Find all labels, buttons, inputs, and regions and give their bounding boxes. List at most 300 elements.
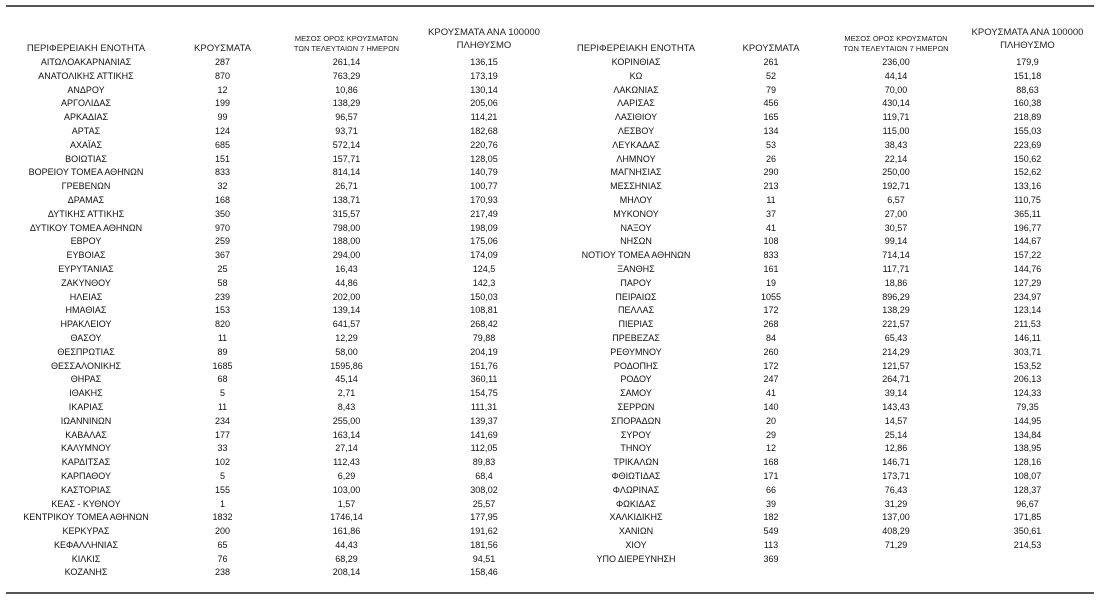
cell-per-100k: 308,02 — [470, 484, 498, 495]
cell-avg-7days: 99,14 — [884, 236, 908, 247]
cell-avg-7days: 163,14 — [332, 429, 361, 440]
table-row — [561, 153, 1094, 167]
table-row — [561, 304, 1094, 318]
cell-region: ΜΕΣΣΗΝΙΑΣ — [610, 181, 662, 192]
cell-avg-7days: 18,86 — [884, 277, 908, 288]
right-table — [561, 4, 1094, 566]
cell-cases: 261 — [763, 57, 779, 67]
cell-region: ΝΗΣΩΝ — [620, 236, 652, 247]
cell-cases: 33 — [217, 443, 228, 454]
cell-avg-7days: 31,29 — [884, 498, 908, 509]
header-avg-line1: ΜΕΣΟΣ ΟΡΟΣ ΚΡΟΥΣΜΑΤΩΝ — [844, 34, 948, 43]
cell-avg-7days: 173,71 — [882, 470, 910, 481]
cell-region: ΚΑΛΥΜΝΟΥ — [60, 443, 112, 454]
cell-cases: 41 — [765, 222, 776, 233]
cell-avg-7days: 121,57 — [882, 360, 910, 371]
cell-avg-7days: 430,14 — [882, 98, 910, 109]
cell-per-100k: 350,61 — [1013, 526, 1042, 537]
cell-avg-7days: 27,14 — [335, 443, 358, 454]
cell-per-100k: 134,84 — [1013, 429, 1042, 440]
cell-per-100k: 138,95 — [1013, 443, 1042, 454]
table-row — [561, 277, 1094, 291]
cell-per-100k: 268,42 — [470, 319, 498, 330]
cell-per-100k: 175,06 — [470, 236, 498, 247]
cell-region: ΙΘΑΚΗΣ — [69, 388, 103, 399]
cell-per-100k: 211,53 — [1014, 319, 1041, 330]
cell-avg-7days: 6,29 — [337, 470, 356, 481]
cell-avg-7days: 68,29 — [335, 553, 358, 564]
table-row — [6, 442, 554, 456]
cell-region: ΦΘΙΩΤΙΔΑΣ — [611, 470, 661, 481]
cell-region: ΚΕΦΑΛΛΗΝΙΑΣ — [53, 539, 119, 550]
cell-cases: 549 — [763, 526, 779, 537]
cell-cases: 66 — [765, 484, 776, 495]
table-row — [6, 304, 554, 318]
cell-region: ΣΑΜΟΥ — [620, 388, 652, 399]
cell-avg-7days: 221,57 — [882, 319, 910, 330]
table-row — [6, 429, 554, 443]
cell-per-100k: 191,62 — [470, 526, 498, 537]
cell-avg-7days: 96,57 — [335, 112, 358, 123]
cell-cases: 79 — [765, 84, 776, 95]
cell-region: ΘΑΣΟΥ — [70, 332, 102, 343]
cell-avg-7days: 1746,14 — [330, 512, 363, 523]
table-row — [561, 415, 1094, 429]
table-row — [6, 456, 554, 470]
cell-avg-7days: 115,00 — [882, 125, 910, 136]
cell-avg-7days: 12,86 — [884, 443, 908, 454]
cell-cases: 124 — [214, 125, 231, 136]
cell-cases: 168 — [214, 194, 231, 205]
cell-region: ΝΑΞΟΥ — [620, 222, 652, 233]
cell-cases: 12 — [217, 84, 228, 95]
table-row — [561, 166, 1094, 180]
table-row — [561, 498, 1094, 512]
table-row — [561, 511, 1094, 525]
cell-per-100k: 124,5 — [472, 263, 496, 274]
cell-per-100k: 220,76 — [470, 139, 498, 150]
cell-region: ΣΕΡΡΩΝ — [617, 401, 655, 412]
table-row — [6, 153, 554, 167]
table-row — [561, 70, 1094, 84]
cell-region: ΧΑΝΙΩΝ — [618, 526, 654, 537]
cell-cases: 260 — [763, 346, 779, 357]
cell-per-100k: 139,37 — [470, 415, 498, 426]
cell-region: ΞΑΝΘΗΣ — [617, 263, 655, 274]
table-row — [6, 318, 554, 332]
header-avg-7days — [279, 34, 414, 54]
cell-avg-7days: 6,57 — [887, 194, 905, 205]
header-per-line2: ΠΛΗΘΥΣΜΟ — [456, 40, 512, 51]
table-row — [6, 539, 554, 553]
cell-avg-7days: 315,57 — [332, 208, 361, 219]
cell-avg-7days: 208,14 — [332, 567, 361, 578]
header-avg-line2: ΤΩΝ ΤΕΛΕΥΤΑΙΩΝ 7 ΗΜΕΡΩΝ — [843, 44, 949, 53]
cell-region: ΛΑΚΩΝΙΑΣ — [613, 84, 659, 95]
cell-avg-7days: 93,71 — [335, 125, 358, 136]
cell-per-100k: 179,9 — [1016, 57, 1039, 67]
cell-region: ΡΟΔΟΥ — [620, 374, 652, 385]
cell-cases: 172 — [763, 305, 779, 316]
table-row — [6, 125, 554, 139]
table-row — [561, 470, 1094, 484]
cell-avg-7days: 138,71 — [332, 194, 361, 205]
cell-region: ΔΥΤΙΚΗΣ ΑΤΤΙΚΗΣ — [47, 208, 125, 219]
cell-per-100k: 128,16 — [1013, 457, 1042, 468]
cell-per-100k: 154,75 — [470, 388, 498, 399]
table-row — [561, 263, 1094, 277]
header-per-100k — [961, 26, 1094, 52]
cell-cases: 29 — [765, 429, 776, 440]
cell-per-100k: 108,07 — [1013, 470, 1042, 481]
cell-region: ΕΒΡΟΥ — [70, 236, 102, 247]
cell-region: ΚΕΝΤΡΙΚΟΥ ΤΟΜΕΑ ΑΘΗΝΩΝ — [23, 512, 149, 523]
cell-region: ΑΧΑΪΑΣ — [69, 139, 103, 150]
table-row — [561, 456, 1094, 470]
cell-region: ΤΡΙΚΑΛΩΝ — [613, 457, 659, 468]
cell-region: ΛΕΥΚΑΔΑΣ — [612, 139, 660, 150]
cell-per-100k: 303,71 — [1013, 346, 1042, 357]
cell-per-100k: 173,19 — [470, 70, 498, 81]
cell-cases: 52 — [765, 70, 776, 81]
cell-cases: 287 — [214, 57, 231, 67]
cell-cases: 84 — [765, 332, 776, 343]
table-row — [561, 484, 1094, 498]
cell-avg-7days: 138,29 — [882, 305, 910, 316]
cell-per-100k: 144,67 — [1013, 236, 1042, 247]
cell-cases: 19 — [765, 277, 776, 288]
cell-region: ΡΕΘΥΜΝΟΥ — [610, 346, 662, 357]
cell-per-100k: 217,49 — [470, 208, 498, 219]
cell-per-100k: 171,85 — [1013, 512, 1042, 523]
cell-cases: 234 — [214, 415, 231, 426]
cell-region: ΚΟΡΙΝΘΙΑΣ — [611, 57, 661, 67]
cell-per-100k: 140,79 — [470, 167, 498, 178]
cell-per-100k: 174,09 — [470, 250, 498, 261]
right-table-body — [561, 56, 1094, 566]
table-row — [561, 180, 1094, 194]
table-row — [6, 194, 554, 208]
cell-avg-7days: 30,57 — [884, 222, 908, 233]
cell-per-100k: 100,77 — [470, 181, 498, 192]
cell-per-100k: 158,46 — [470, 567, 498, 578]
table-row — [6, 70, 554, 84]
cell-per-100k: 144,95 — [1013, 415, 1042, 426]
table-row — [6, 373, 554, 387]
table-row — [6, 387, 554, 401]
cell-cases: 113 — [763, 539, 779, 550]
table-row — [561, 139, 1094, 153]
cell-region: ΘΕΣΠΡΩΤΙΑΣ — [57, 346, 115, 357]
cell-per-100k: 89,83 — [472, 457, 496, 468]
cell-region: ΚΑΒΑΛΑΣ — [65, 429, 107, 440]
cell-per-100k: 128,37 — [1013, 484, 1042, 495]
cell-cases: 1685 — [212, 360, 233, 371]
cell-cases: 268 — [763, 319, 779, 330]
cell-avg-7days: 2,71 — [337, 388, 356, 399]
cell-cases: 39 — [765, 498, 776, 509]
cell-region: ΠΑΡΟΥ — [620, 277, 652, 288]
cell-cases: 685 — [214, 139, 231, 150]
table-row — [561, 401, 1094, 415]
cell-per-100k: 182,68 — [470, 125, 498, 136]
cell-avg-7days: 192,71 — [882, 181, 910, 192]
cell-region: ΠΕΙΡΑΙΩΣ — [615, 291, 657, 302]
cell-cases: 350 — [214, 208, 231, 219]
cell-avg-7days: 38,43 — [884, 139, 908, 150]
cell-per-100k: 152,62 — [1013, 167, 1042, 178]
cell-region: ΚΩ — [629, 70, 643, 81]
cases-table — [6, 4, 1094, 594]
table-row — [561, 525, 1094, 539]
cell-cases: 259 — [214, 236, 231, 247]
cell-avg-7days: 814,14 — [332, 167, 361, 178]
cell-avg-7days: 261,14 — [332, 57, 361, 67]
cell-avg-7days: 161,86 — [332, 526, 361, 537]
cell-region: ΚΙΛΚΙΣ — [71, 553, 101, 564]
table-row — [561, 291, 1094, 305]
cell-cases: 58 — [217, 277, 228, 288]
cell-avg-7days: 25,14 — [884, 429, 908, 440]
cell-avg-7days: 12,29 — [335, 332, 358, 343]
cell-region: ΑΙΤΩΛΟΑΚΑΡΝΑΝΙΑΣ — [40, 57, 132, 67]
table-row — [561, 208, 1094, 222]
cell-avg-7days: 264,71 — [882, 374, 910, 385]
cell-cases: 89 — [217, 346, 228, 357]
cell-avg-7days: 16,43 — [335, 263, 358, 274]
table-row — [561, 249, 1094, 263]
cell-cases: 870 — [214, 70, 231, 81]
cell-region: ΑΝΑΤΟΛΙΚΗΣ ΑΤΤΙΚΗΣ — [38, 70, 134, 81]
table-row — [6, 332, 554, 346]
cell-region: ΚΑΡΔΙΤΣΑΣ — [61, 457, 111, 468]
cell-per-100k: 157,22 — [1013, 250, 1042, 261]
table-row — [6, 360, 554, 374]
table-row — [561, 235, 1094, 249]
cell-per-100k: 68,4 — [475, 470, 493, 481]
cell-avg-7days: 202,00 — [332, 291, 361, 302]
cell-region: ΑΡΤΑΣ — [71, 125, 101, 136]
header-cases: ΚΡΟΥΣΜΑΤΑ — [194, 43, 251, 54]
cell-avg-7days: 157,71 — [332, 153, 361, 164]
cell-region: ΘΕΣΣΑΛΟΝΙΚΗΣ — [50, 360, 122, 371]
cell-region: ΛΕΣΒΟΥ — [617, 125, 655, 136]
cell-region: ΦΛΩΡΙΝΑΣ — [612, 484, 660, 495]
cell-avg-7days: 236,00 — [882, 57, 910, 67]
cell-avg-7days: 27,00 — [884, 208, 908, 219]
table-row — [561, 97, 1094, 111]
cell-region: ΣΠΟΡΑΔΩΝ — [611, 415, 661, 426]
cell-per-100k: 111,31 — [470, 401, 498, 412]
cell-per-100k: 218,89 — [1013, 112, 1042, 123]
cell-cases: 11 — [217, 332, 228, 343]
header-per-100k — [414, 26, 554, 52]
cell-region: ΠΡΕΒΕΖΑΣ — [612, 332, 660, 343]
cell-region: ΤΗΝΟΥ — [620, 443, 652, 454]
table-row — [6, 511, 554, 525]
header-per-line1: ΚΡΟΥΣΜΑΤΑ ΑΝΑ 100000 — [428, 27, 540, 38]
cell-region: ΔΡΑΜΑΣ — [67, 194, 105, 205]
table-row — [6, 222, 554, 236]
table-row — [6, 208, 554, 222]
cell-region: ΕΥΡΥΤΑΝΙΑΣ — [58, 263, 114, 274]
cell-per-100k: 160,38 — [1013, 98, 1042, 109]
cell-per-100k: 155,03 — [1013, 125, 1042, 136]
cell-avg-7days: 896,29 — [882, 291, 910, 302]
cell-avg-7days: 14,57 — [884, 415, 908, 426]
cell-per-100k: 128,05 — [470, 153, 498, 164]
table-row — [6, 139, 554, 153]
cell-per-100k: 360,11 — [470, 374, 498, 385]
cell-cases: 153 — [214, 305, 231, 316]
table-row — [6, 56, 554, 70]
cell-per-100k: 198,09 — [470, 222, 498, 233]
cell-region: ΒΟΡΕΙΟΥ ΤΟΜΕΑ ΑΘΗΝΩΝ — [28, 167, 144, 178]
cell-region: ΡΟΔΟΠΗΣ — [613, 360, 659, 371]
cell-cases: 369 — [763, 553, 779, 564]
cell-avg-7days: 255,00 — [332, 415, 361, 426]
cell-cases: 11 — [766, 194, 776, 205]
cell-cases: 213 — [763, 181, 779, 192]
table-row — [6, 470, 554, 484]
cell-cases: 171 — [763, 470, 779, 481]
cell-region: ΠΕΛΛΑΣ — [617, 305, 655, 316]
cell-cases: 367 — [214, 250, 231, 261]
cell-cases: 1 — [219, 498, 225, 509]
cell-avg-7days: 188,00 — [332, 236, 361, 247]
cell-cases: 37 — [765, 208, 776, 219]
cell-cases: 1055 — [760, 291, 782, 302]
cell-per-100k: 110,75 — [1014, 194, 1041, 205]
table-row — [6, 291, 554, 305]
cell-per-100k: 365,11 — [1014, 208, 1041, 219]
cell-avg-7days: 44,14 — [884, 70, 908, 81]
cell-region: ΗΡΑΚΛΕΙΟΥ — [60, 319, 112, 330]
table-row — [561, 539, 1094, 553]
left-table-body — [6, 56, 554, 580]
cell-avg-7days: 22,14 — [884, 153, 908, 164]
cell-cases: 53 — [765, 139, 776, 150]
cell-avg-7days: 76,43 — [884, 484, 908, 495]
cell-avg-7days: 641,57 — [332, 319, 361, 330]
cell-cases: 99 — [217, 112, 228, 123]
cell-avg-7days: 146,71 — [882, 457, 910, 468]
cell-avg-7days: 1595,86 — [330, 360, 363, 371]
cell-avg-7days: 112,43 — [333, 457, 360, 468]
cell-cases: 168 — [763, 457, 779, 468]
cell-region: ΚΑΡΠΑΘΟΥ — [60, 470, 112, 481]
cell-per-100k: 79,88 — [472, 332, 496, 343]
cell-region: ΗΛΕΙΑΣ — [69, 291, 103, 302]
table-row — [561, 56, 1094, 70]
cell-per-100k: 153,52 — [1013, 360, 1042, 371]
table-row — [6, 263, 554, 277]
cell-region: ΧΑΛΚΙΔΙΚΗΣ — [609, 512, 663, 523]
table-row — [6, 401, 554, 415]
cell-cases: 5 — [219, 470, 225, 481]
cell-region: ΛΑΡΙΣΑΣ — [617, 98, 655, 109]
table-row — [561, 222, 1094, 236]
cell-cases: 155 — [214, 484, 231, 495]
cell-per-100k: 25,57 — [472, 498, 496, 509]
header-region: ΠΕΡΙΦΕΡΕΙΑΚΗ ΕΝΟΤΗΤΑ — [26, 43, 146, 54]
cell-cases: 165 — [763, 112, 779, 123]
cell-cases: 456 — [763, 98, 779, 109]
table-row — [6, 97, 554, 111]
cell-cases: 199 — [214, 98, 231, 109]
table-row — [6, 111, 554, 125]
cell-per-100k: 234,97 — [1013, 291, 1042, 302]
cell-cases: 12 — [765, 443, 776, 454]
cell-cases: 290 — [763, 167, 779, 178]
cell-per-100k: 151,76 — [470, 360, 498, 371]
cell-region: ΠΙΕΡΙΑΣ — [618, 319, 654, 330]
cell-avg-7days: 103,00 — [332, 484, 361, 495]
table-row — [6, 553, 554, 567]
table-row — [561, 387, 1094, 401]
cell-region: ΗΜΑΘΙΑΣ — [65, 305, 107, 316]
cell-cases: 76 — [217, 553, 228, 564]
cell-cases: 833 — [763, 250, 779, 261]
cell-avg-7days: 572,14 — [332, 139, 361, 150]
cell-cases: 182 — [763, 512, 779, 523]
cell-region: ΑΝΔΡΟΥ — [67, 84, 105, 95]
cell-region: ΜΗΛΟΥ — [619, 194, 653, 205]
header-per-line2: ΠΛΗΘΥΣΜΟ — [1000, 40, 1055, 51]
cell-avg-7days: 763,29 — [332, 70, 361, 81]
cell-avg-7days: 294,00 — [332, 250, 361, 261]
cell-avg-7days: 798,00 — [332, 222, 361, 233]
cell-region: ΝΟΤΙΟΥ ΤΟΜΕΑ ΑΘΗΝΩΝ — [581, 250, 691, 261]
cell-region: ΙΚΑΡΙΑΣ — [68, 401, 104, 412]
cell-region: ΕΥΒΟΙΑΣ — [66, 250, 106, 261]
table-row — [6, 415, 554, 429]
cell-region: ΖΑΚΥΝΘΟΥ — [61, 277, 111, 288]
header-per-line1: ΚΡΟΥΣΜΑΤΑ ΑΝΑ 100000 — [971, 27, 1084, 38]
table-row — [6, 525, 554, 539]
cell-per-100k: 204,19 — [470, 346, 498, 357]
cell-per-100k: 127,29 — [1013, 277, 1042, 288]
cell-per-100k: 150,03 — [470, 291, 498, 302]
cell-cases: 134 — [763, 125, 779, 136]
cell-cases: 239 — [214, 291, 231, 302]
cell-avg-7days: 8,43 — [337, 401, 356, 412]
table-row — [561, 429, 1094, 443]
table-row — [561, 111, 1094, 125]
cell-cases: 108 — [763, 236, 779, 247]
cell-cases: 151 — [214, 153, 231, 164]
left-table — [6, 4, 554, 580]
cell-region: ΚΕΡΚΥΡΑΣ — [62, 526, 110, 537]
table-row — [6, 484, 554, 498]
cell-region: ΥΠΟ ΔΙΕΡΕΥΝΗΣΗ — [596, 553, 676, 564]
cell-cases: 970 — [214, 222, 231, 233]
cell-per-100k: 124,33 — [1013, 388, 1042, 399]
cell-region: ΚΟΖΑΝΗΣ — [64, 567, 108, 578]
cell-cases: 161 — [763, 263, 779, 274]
cell-per-100k: 114,21 — [470, 112, 498, 123]
cell-per-100k: 123,14 — [1013, 305, 1042, 316]
table-row — [561, 346, 1094, 360]
cell-avg-7days: 44,43 — [335, 539, 358, 550]
cell-per-100k: 196,77 — [1013, 222, 1042, 233]
cell-per-100k: 170,93 — [470, 194, 498, 205]
table-row — [561, 125, 1094, 139]
cell-per-100k: 146,11 — [1014, 332, 1041, 343]
cell-avg-7days: 214,29 — [882, 346, 910, 357]
cell-avg-7days: 250,00 — [882, 167, 910, 178]
cell-cases: 32 — [217, 181, 228, 192]
